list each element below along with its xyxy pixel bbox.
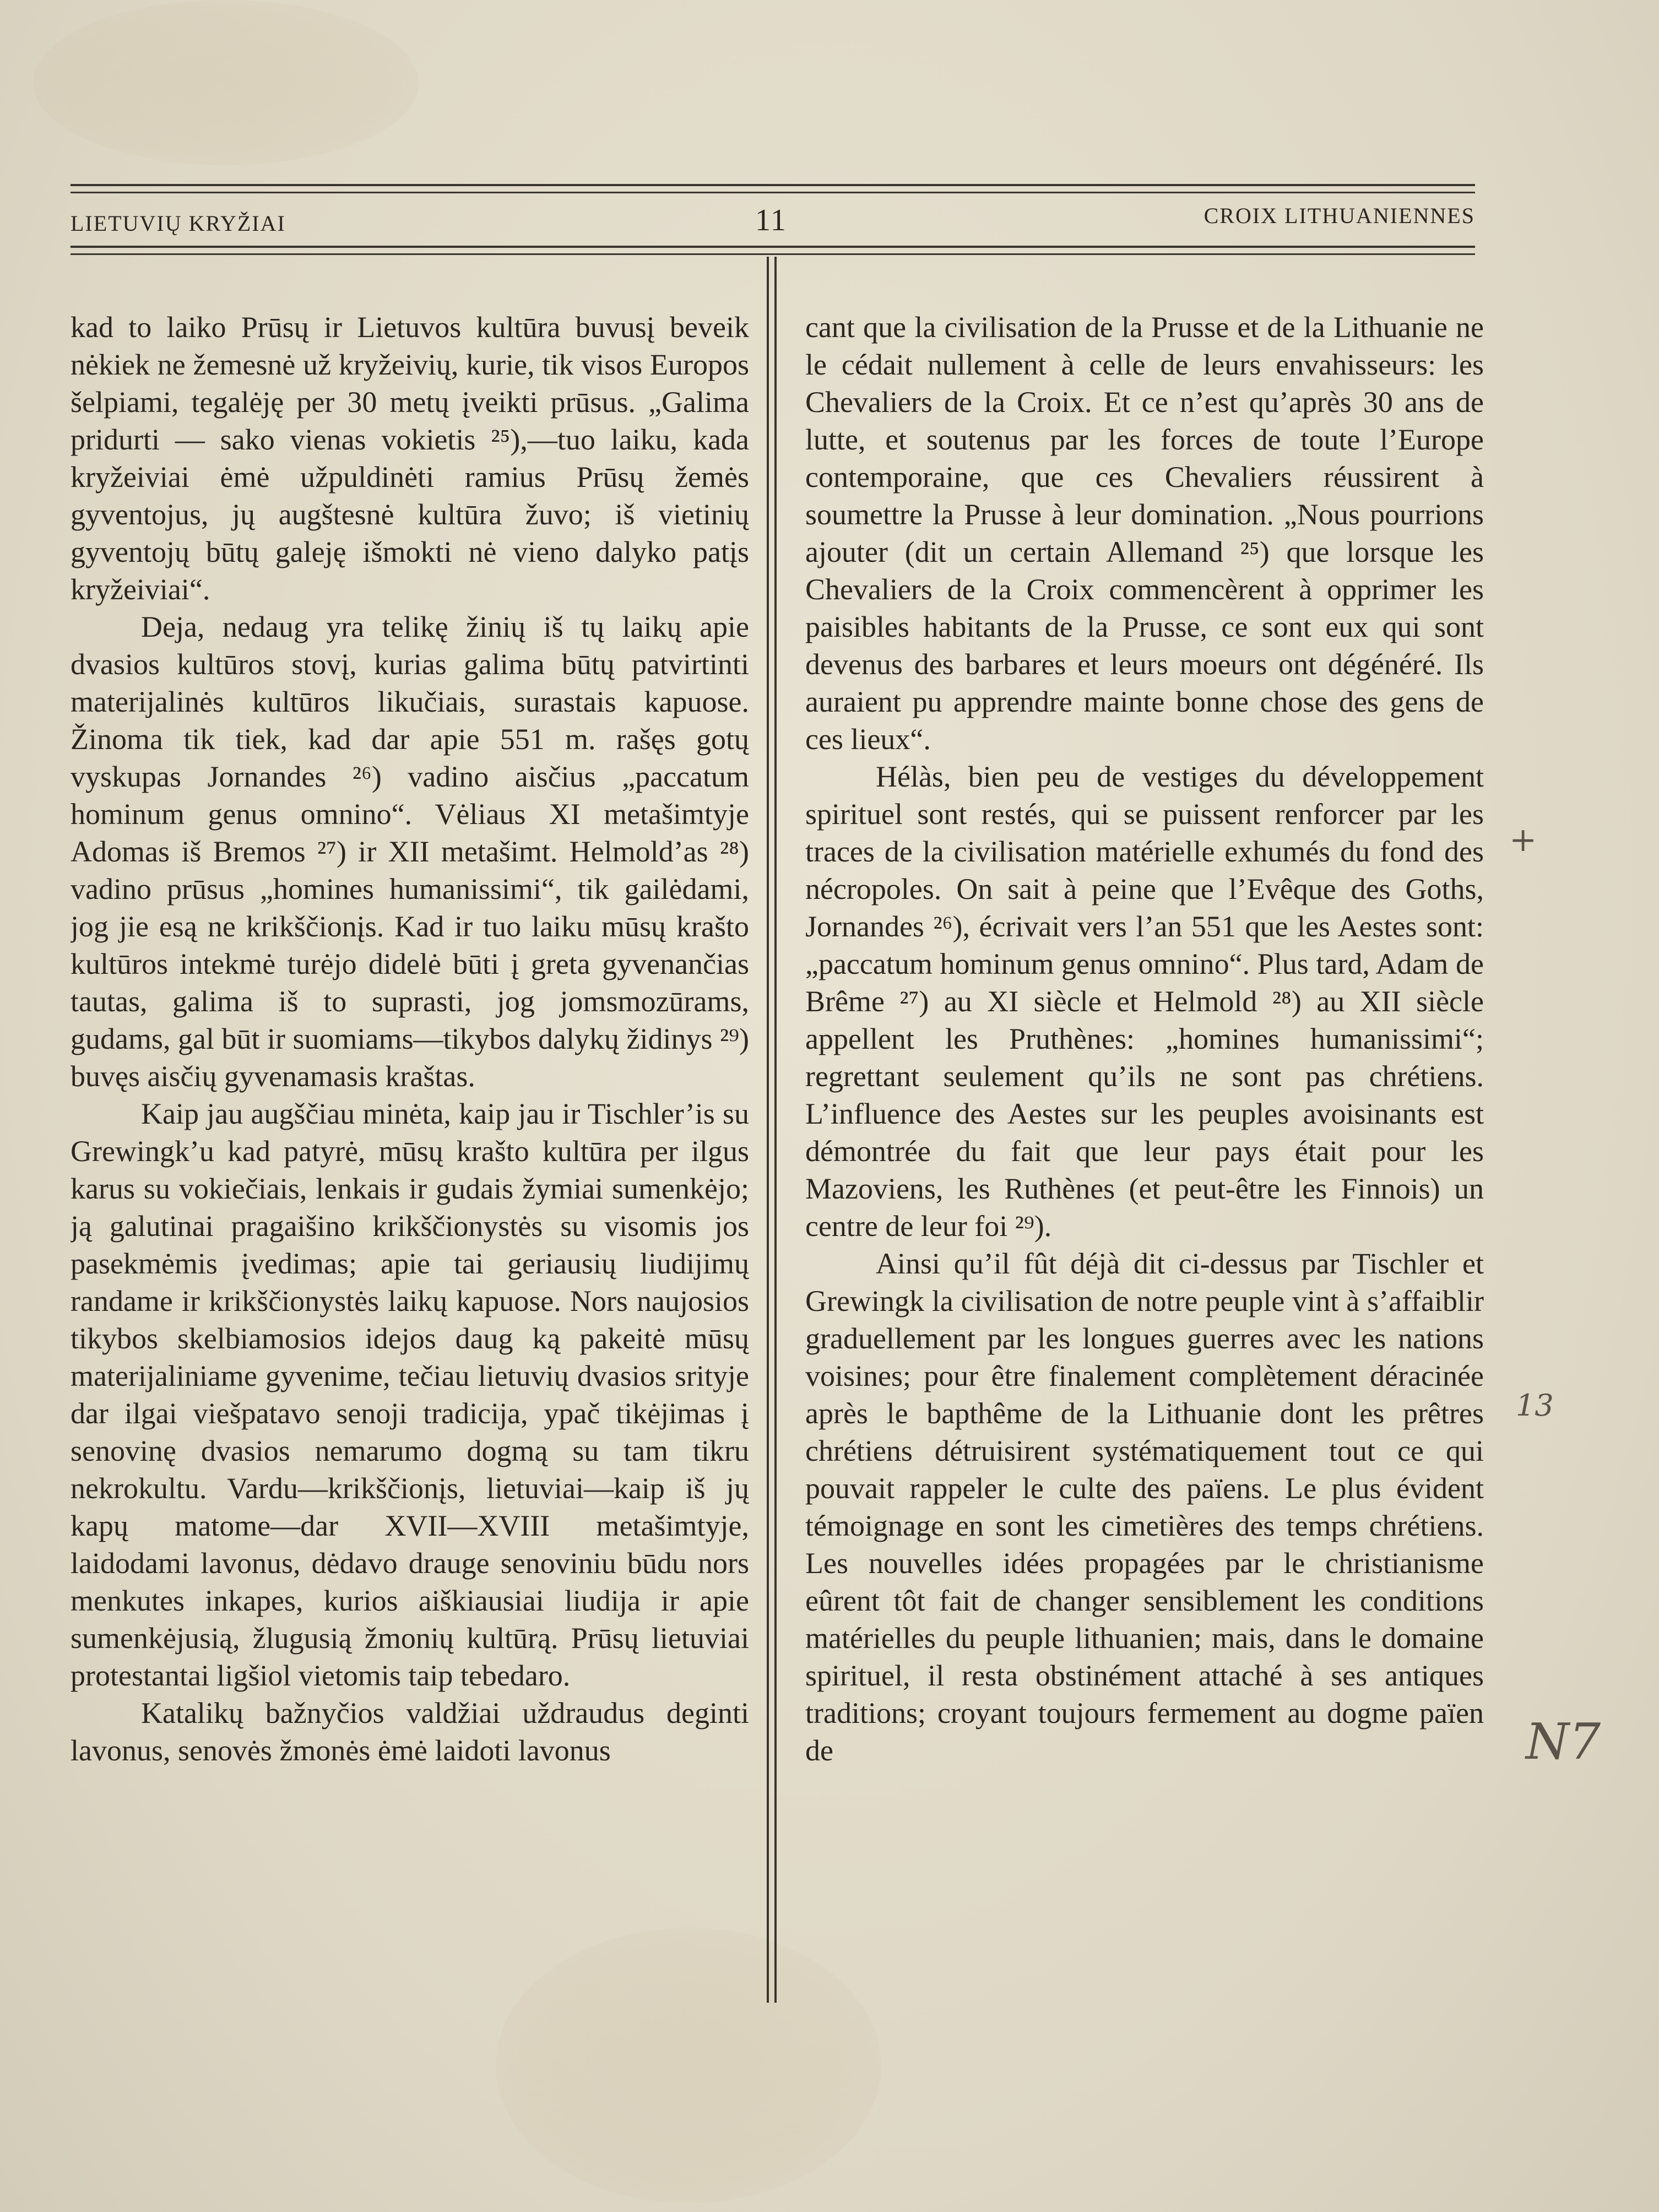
paragraph: kad to laiko Prūsų ir Lietuvos kultūra buvusį beveik nėkiek ne žemesnė už kryžeivių, kurie, tik visos Europos šelpiami, tegalėję per 30 metų įveikti prūsus. „Galima pridurti — sako vienas vokietis ²⁵),—tuo laiku, kada kryžeiviai ėmė užpuldinėti ramius Prūsų žemės gyventojus, jų augštesnė kultūra žuvo; iš vietinių gyventojų būtų galeję išmokti nė vieno dalyko patįs kryžeiviai“. (71, 311, 749, 606)
french-column (805, 308, 1484, 2005)
paper-stain (33, 0, 419, 165)
header-top-rule-2 (71, 192, 1475, 193)
paragraph: Hélàs, bien peu de vestiges du développement spirituel sont restés, qui se puissent renforcer par les traces de la civilisation matérielle exhumés du fond des nécropoles. On sait à peine que l’Evêque des Goths, Jornandes ²⁶), écrivait vers l’an 551 que les Aestes sont: „paccatum hominum genus omnino“. Plus tard, Adam de Brême ²⁷) au XI siècle et Helmold ²⁸) au XII siècle appellent les Pruthènes: „homines humanissimi“; regrettant seulement qu’ils ne sont pas chrétiens. L’influence des Aestes sur les peuples avoisinants est démontrée du fait que leur pays était pour les Mazoviens, les Ruthènes (et peut-être les Finnois) un centre de leur foi ²⁹). (805, 760, 1484, 1243)
column-divider-2 (774, 257, 777, 2003)
paragraph: cant que la civilisation de la Prusse et de la Lithuanie ne le cédait nullement à celle de leurs envahisseurs: les Chevaliers de la Croix. Et ce n’est qu’après 30 ans de lutte, et soutenus par les forces de toute l’Europe contemporaine, que ces Chevaliers réussirent à soumettre la Prusse à leur domination. „Nous pourrions ajouter (dit un certain Allemand ²⁵) que lorsque les Chevaliers de la Croix commencèrent à opprimer les paisibles habitants de la Prusse, ce sont eux qui sont devenus des barbares et leurs moeurs ont dégénéré. Ils auraient pu apprendre mainte bonne chose des gens de ces lieux“. (805, 311, 1484, 756)
paragraph: Kaip jau augščiau minėta, kaip jau ir Tischler’is su Grewingk’u kad patyrė, mūsų krašto kultūra per ilgus karus su vokiečiais, lenkais ir gudais žymiai sumenkėjo; ją galutinai pragaišino krikščionystės su visomis jos pasekmėmis įvedimas; apie tai geriausių liudijimų randame ir krikščionystės laikų kapuose. Nors naujosios tikybos skelbiamosios idejos daug ką pakeitė mūsų materijaliniame gyvenime, tečiau lietuvių dvasios srityje dar ilgai viešpatavo senoji tradicija, ypač tikėjimas į senovinę dvasios nemarumo dogmą su tam tikru nekrokultu. Vardu—krikščionįs, lietuviai—kaip iš jų kapų matome—dar XVII—XVIII metašimtyje, laidodami lavonus, dėdavo drauge senoviniu būdu nors menkutes inkapes, kurios aiškiausiai liudija ir apie sumenkėjusią, žlugusią žmonių kultūrą. Prūsų lietuviai protestantai ligšiol vietomis taip tebedaro. (71, 1097, 749, 1692)
column-divider (767, 257, 769, 2003)
paragraph: Katalikų bažnyčios valdžiai uždraudus deginti lavonus, senovės žmonės ėmė laidoti lavonus (71, 1696, 749, 1767)
header-bottom-rule-2 (71, 253, 1475, 255)
margin-note: 13 (1516, 1388, 1554, 1423)
header-top-rule (71, 184, 1475, 186)
margin-note: + (1509, 821, 1537, 859)
paragraph: Deja, nedaug yra telikę žinių iš tų laikų apie dvasios kultūros stovį, kurias galima būtų patvirtinti materijalinės kultūros likučiais, surastais kapuose. Žinoma tik tiek, kad dar apie 551 m. rašęs gotų vyskupas Jornandes ²⁶) vadino aisčius „paccatum hominum genus omnino“. Vėliaus XI metašimtyje Adomas iš Bremos ²⁷) ir XII metašimt. Helmold’as ²⁸) vadino prūsus „homines humanissimi“, tik gailėdami, jog jie esą ne krikščionįs. Kad ir tuo laiku mūsų krašto kultūros intekmė turėjo didelė būti į greta gyvenančias tautas, galima iš to suprasti, jog jomsmozūrams, gudams, gal būt ir suomiams—tikybos dalykų židinys ²⁹) buvęs aisčių gyvenamasis kraštas. (71, 610, 749, 1093)
running-header (71, 203, 1475, 241)
header-left-title: LIETUVIŲ KRYŽIAI (71, 211, 286, 236)
lithuanian-column (71, 308, 749, 2005)
margin-note: N7 (1526, 1713, 1601, 1771)
header-bottom-rule (71, 246, 1475, 248)
paragraph: Ainsi qu’il fût déjà dit ci-dessus par Tischler et Grewingk la civilisation de notre peuple vint à s’affaiblir graduellement par les longues guerres avec les nations voisines; pour être finalement complètement déracinée après le bapthême de la Lithuanie dont les prêtres chrétiens détruisirent systématiquement tout ce qui pouvait rappeler le culte des païens. Le plus évident témoignage en sont les cimetières des temps chrétiens. Les nouvelles idées propagées par le christianisme eûrent tôt fait de changer sensiblement les conditions matérielles du peuple lithuanien; mais, dans le domaine spirituel, il resta obstinément attaché à ses antiques traditions; croyant toujours fermement au dogme païen de (805, 1247, 1484, 1767)
page-number: 11 (755, 203, 787, 237)
header-right-title: CROIX LITHUANIENNES (1203, 203, 1475, 228)
